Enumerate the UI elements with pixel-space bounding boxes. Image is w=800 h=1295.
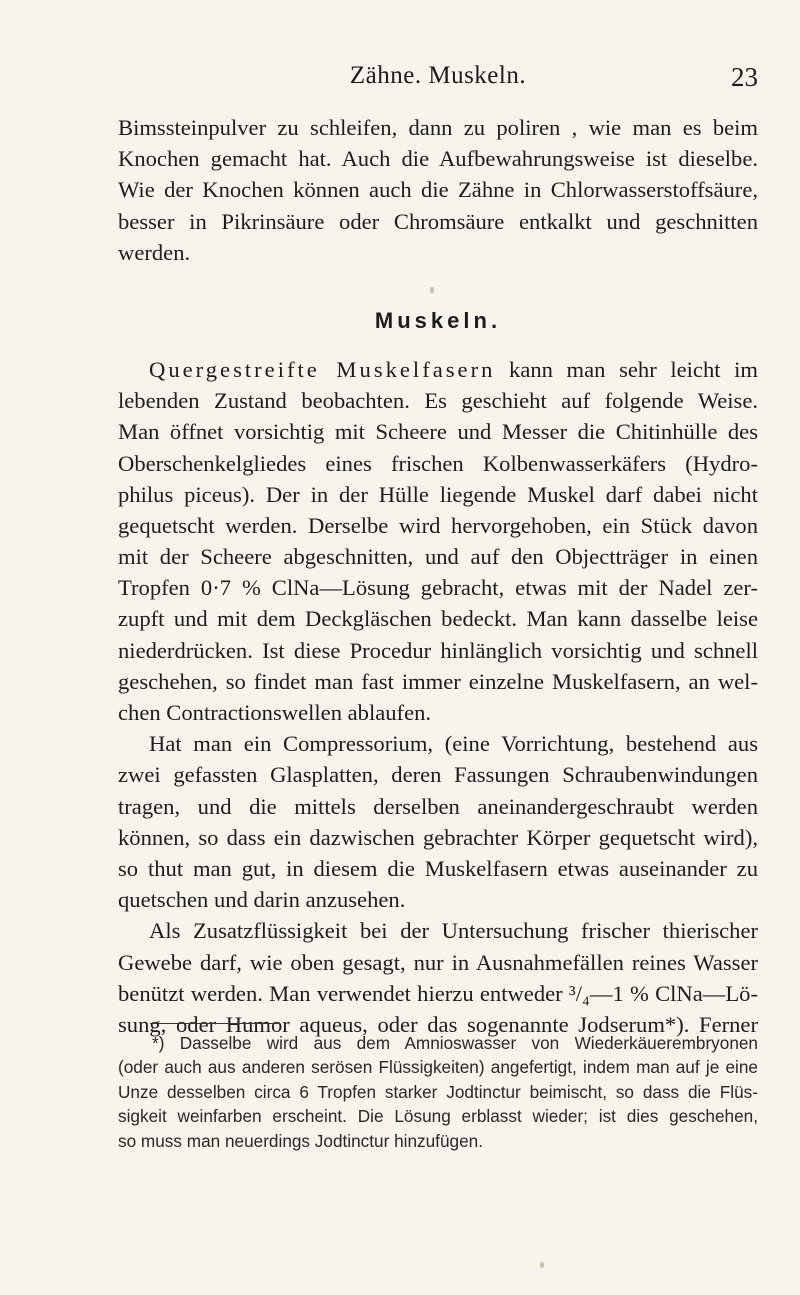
footnote-line: Unze desselben circa 6 Tropfen starker Jodtinctur beimischt, so dass die Flüs- (118, 1081, 758, 1102)
section-heading: Muskeln. (374, 307, 502, 333)
text-line: besser in Pikrinsäure oder Chromsäure entkalkt und geschnitten (118, 208, 758, 234)
paragraph-1 (118, 112, 758, 268)
footnote-divider (150, 1023, 280, 1024)
text-line: werden. (118, 239, 191, 265)
body-text (118, 112, 758, 1040)
text-line: sung, oder Humor aqueus, oder das sogenannte Jodserum*). Ferner (118, 1011, 758, 1037)
text-line: Tropfen 0·7 % ClNa—Lösung gebracht, etwas mit der Nadel zer- (118, 575, 758, 601)
text-line: Hat man ein Compressorium, (eine Vorrichtung, bestehend aus (149, 731, 758, 757)
footnote-line: (oder auch aus anderen serösen Flüssigkeiten) angefertigt, indem man auf je eine (118, 1057, 758, 1078)
footnote-line: sigkeit weinfarben erscheint. Die Lösung erblasst wieder; ist dies geschehen, (118, 1106, 758, 1127)
page-number: 23 (731, 62, 758, 92)
lead-term: Quergestreifte Muskelfasern (149, 356, 496, 382)
text-line: chen Contractionswellen ablaufen. (118, 700, 432, 725)
text-line: Als Zusatzflüssigkeit bei der Untersuchung frischer thierischer (149, 918, 758, 944)
paragraph-3 (118, 728, 758, 915)
text-line: Bimssteinpulver zu schleifen, dann zu poliren , wie man es beim (118, 115, 758, 140)
footnote-line: so muss man neuerdings Jodtinctur hinzufügen. (118, 1130, 483, 1151)
text-line: so thut man gut, in diesem die Muskelfasern etwas auseinander zu (118, 855, 758, 881)
text-line: mit der Scheere abgeschnitten, und auf den Objectträger in einen (118, 544, 758, 570)
text-line (118, 354, 758, 385)
text-line: können, so dass ein dazwischen gebrachter Körper gequetscht wird), (118, 824, 758, 850)
text-line: geschehen, so findet man fast immer einzelne Muskelfasern, an wel- (118, 668, 758, 694)
lead-rest: kann man sehr leicht im (495, 356, 758, 382)
text-line: zupft und mit dem Deckgläschen bedeckt. Man kann dasselbe leise (118, 606, 758, 632)
text-line: philus piceus). Der in der Hülle liegende Muskel darf dabei nicht (118, 481, 758, 507)
footnote-line: *) Dasselbe wird aus dem Amnioswasser von Wiederkäuerembryonen (152, 1033, 758, 1053)
text-line: Gewebe darf, wie oben gesagt, nur in Ausnahmefällen reines Wasser (118, 949, 758, 975)
text-line: Man öffnet vorsichtig mit Scheere und Messer die Chitinhülle des (118, 419, 758, 445)
paper-speck (540, 1262, 544, 1268)
paragraph-4 (118, 915, 758, 1040)
page-header (118, 62, 758, 102)
text-line: quetschen und darin anzusehen. (118, 887, 406, 913)
footnote (118, 1031, 758, 1153)
text-line: Oberschenkelgliedes eines frischen Kolbenwasserkäfers (Hydro- (118, 450, 758, 476)
text-line: benützt werden. Man verwendet hierzu entweder ³/₄—1 % ClNa—Lö- (118, 980, 758, 1006)
paper-speck (430, 287, 434, 293)
running-head: Zähne. Muskeln. (349, 62, 527, 89)
text-line: tragen, und die mittels derselben aneinandergeschraubt werden (118, 793, 758, 819)
text-line: Knochen gemacht hat. Auch die Aufbewahrungsweise ist dieselbe. (118, 146, 758, 172)
text-line: gequetscht werden. Derselbe wird hervorgehoben, ein Stück davon (118, 512, 758, 538)
text-line: zwei gefassten Glasplatten, deren Fassungen Schraubenwindungen (118, 762, 758, 788)
text-line: niederdrücken. Ist diese Procedur hinlänglich vorsichtig und schnell (118, 637, 758, 663)
text-line: Wie der Knochen können auch die Zähne in Chlorwasserstoffsäure, (118, 177, 758, 203)
paragraph-2 (118, 354, 758, 728)
text-line: lebenden Zustand beobachten. Es geschieht auf folgende Weise. (118, 388, 758, 414)
